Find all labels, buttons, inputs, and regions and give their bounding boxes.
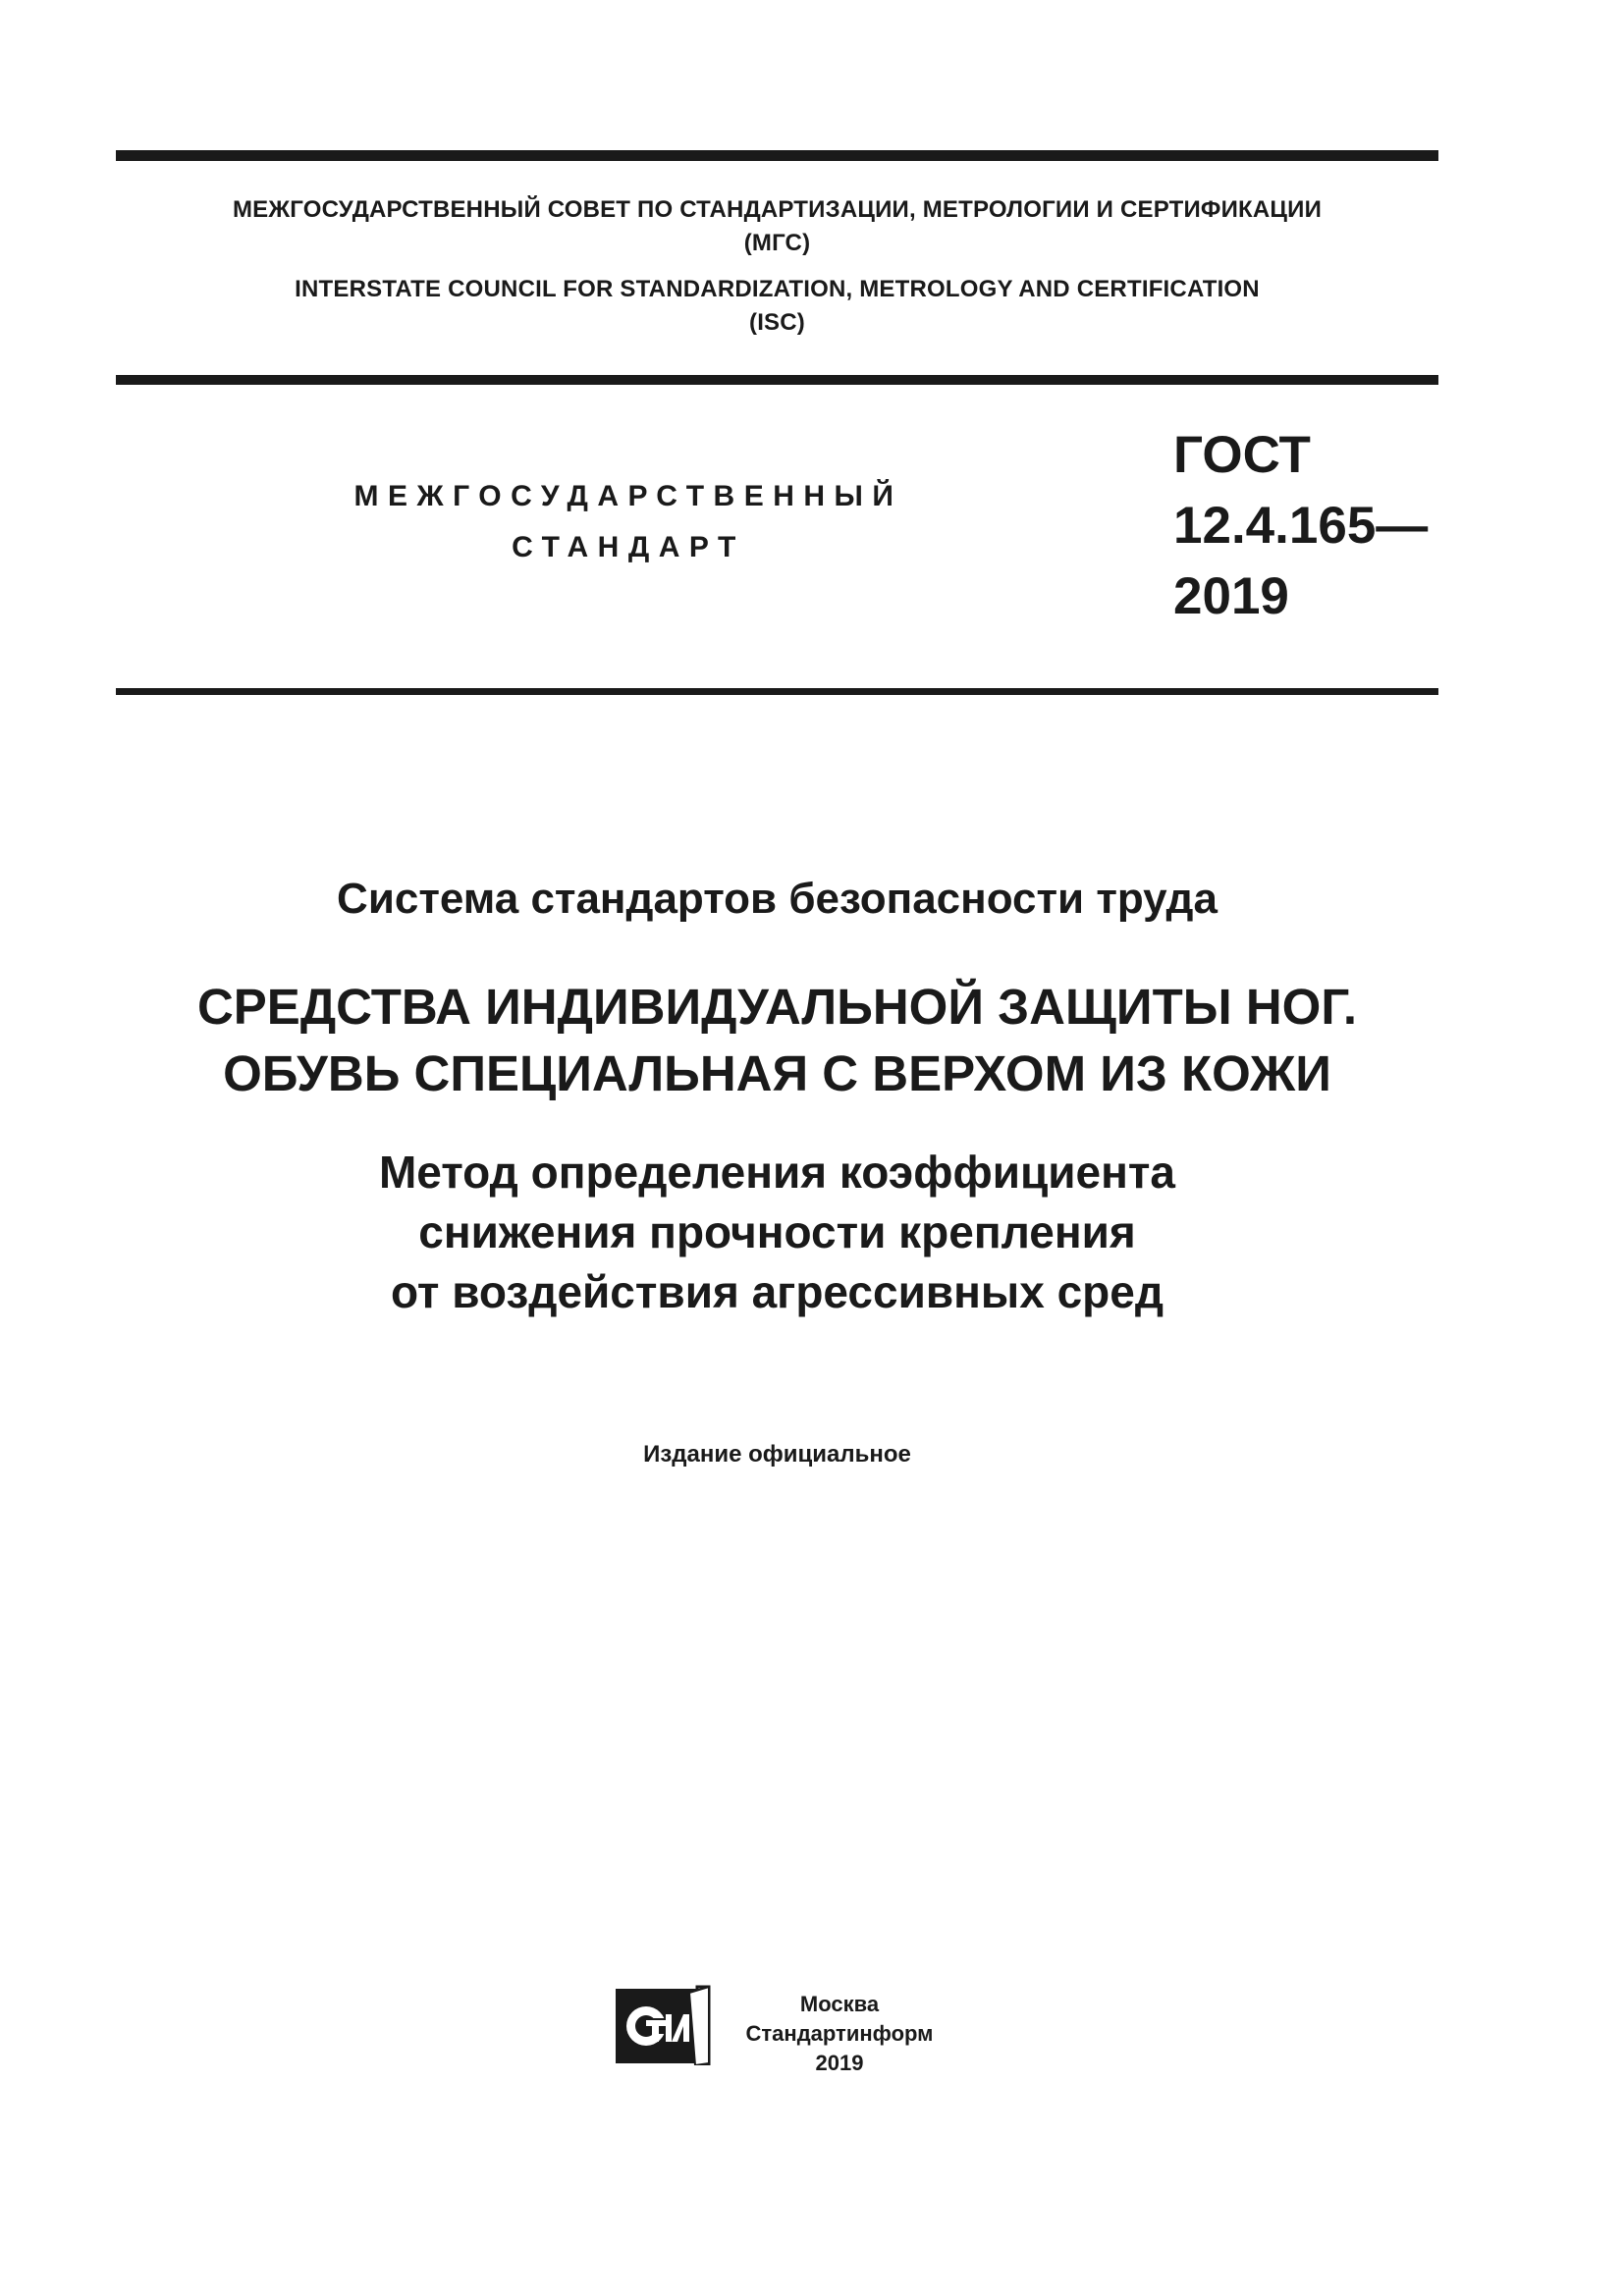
council-name-en-text: INTERSTATE COUNCIL FOR STANDARDIZATION, METROLOGY AND CERTIFICATION <box>295 276 1260 302</box>
council-name-ru-text: МЕЖГОСУДАРСТВЕННЫЙ СОВЕТ ПО СТАНДАРТИЗАЦИИ, МЕТРОЛОГИИ И СЕРТИФИКАЦИИ <box>232 196 1323 223</box>
edition-note: Издание официальное <box>643 1441 911 1468</box>
subtitle-line3: от воздействия агрессивных сред <box>390 1266 1164 1317</box>
subtitle-line1: Метод определения коэффициента <box>378 1147 1176 1198</box>
series-title-text: Система стандартов безопасности труда <box>337 875 1218 923</box>
standard-kind <box>295 471 962 573</box>
main-title-line2: ОБУВЬ СПЕЦИАЛЬНАЯ С ВЕРХОМ ИЗ КОЖИ <box>223 1045 1331 1101</box>
bottom-divider <box>116 688 1438 695</box>
standard-kind-line1: МЕЖГОСУДАРСТВЕННЫЙ <box>353 480 903 512</box>
middle-divider <box>116 375 1438 385</box>
publisher-year: 2019 <box>815 2051 864 2075</box>
series-title <box>116 871 1438 928</box>
subtitle <box>116 1143 1438 1322</box>
standard-number: 12.4.165— <box>1173 497 1429 555</box>
council-name-en <box>116 273 1438 340</box>
publisher-city: Москва <box>799 1992 880 2016</box>
council-abbr-ru: (МГС) <box>743 230 811 256</box>
main-title-line1: СРЕДСТВА ИНДИВИДУАЛЬНОЙ ЗАЩИТЫ НОГ. <box>196 979 1358 1035</box>
publisher-block <box>717 1990 962 2078</box>
publisher-name: Стандартинформ <box>745 2021 934 2046</box>
standartinform-logo-icon <box>613 1983 713 2065</box>
main-title <box>116 974 1438 1107</box>
subtitle-line2: снижения прочности крепления <box>418 1206 1136 1257</box>
council-name-ru <box>116 193 1438 260</box>
top-divider <box>116 150 1438 161</box>
standard-designation <box>1173 420 1428 632</box>
council-abbr-en: (ISC) <box>749 309 805 336</box>
standard-prefix: ГОСТ <box>1173 426 1311 484</box>
standard-year: 2019 <box>1173 567 1289 625</box>
standard-kind-line2: СТАНДАРТ <box>512 531 745 563</box>
